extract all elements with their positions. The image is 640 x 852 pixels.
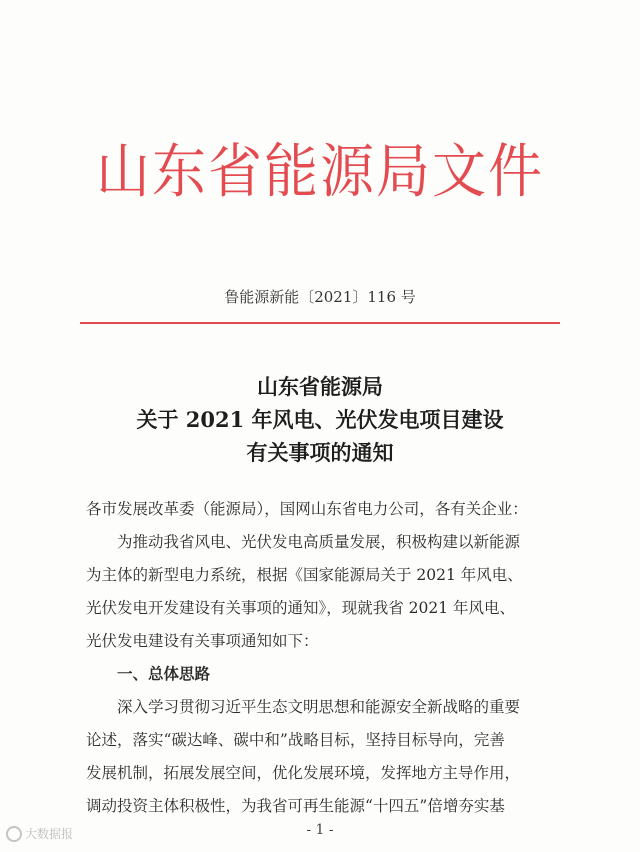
- notice-title-line-1: 山东省能源局: [257, 374, 383, 399]
- notice-title-line-3: 有关事项的通知: [246, 440, 394, 465]
- intro-line-2: 为主体的新型电力系统，根据《国家能源局关于 2021 年风电、: [86, 566, 523, 584]
- addressee-line: 各市发展改革委（能源局），国网山东省电力公司，各有关企业：: [86, 500, 528, 518]
- watermark-text: 大数据报: [25, 827, 74, 841]
- watermark: [6, 825, 73, 842]
- document-number: 鲁能源新能〔2021〕116 号: [224, 288, 416, 306]
- document-body: [86, 493, 574, 823]
- intro-line-1: 为推动我省风电、光伏发电高质量发展，积极构建以新能源: [117, 533, 521, 551]
- red-header-title: 山东省能源局文件: [96, 137, 544, 206]
- section1-line-2: 论述，落实“碳达峰、碳中和”战略目标，坚持目标导向，完善: [86, 731, 505, 749]
- red-divider-line: [80, 322, 560, 324]
- intro-line-4: 光伏发电建设有关事项通知如下：: [86, 632, 319, 650]
- section1-line-1: 深入学习贯彻习近平生态文明思想和能源安全新战略的重要: [117, 698, 521, 716]
- intro-line-3: 光伏发电开发建设有关事项的通知》，现就我省 2021 年风电、: [86, 599, 516, 617]
- notice-title-line-2: 关于 2021 年风电、光伏发电项目建设: [136, 407, 504, 432]
- section1-line-3: 发展机制，拓展发展空间，优化发展环境，发挥地方主导作用，: [86, 764, 521, 782]
- watermark-logo-icon: [6, 826, 22, 842]
- notice-title: [0, 370, 640, 469]
- section1-line-4: 调动投资主体积极性，为我省可再生能源“十四五”倍增夯实基: [86, 797, 505, 815]
- page-number: - 1 -: [306, 822, 334, 838]
- section-heading-overall-approach: 一、总体思路: [117, 665, 211, 683]
